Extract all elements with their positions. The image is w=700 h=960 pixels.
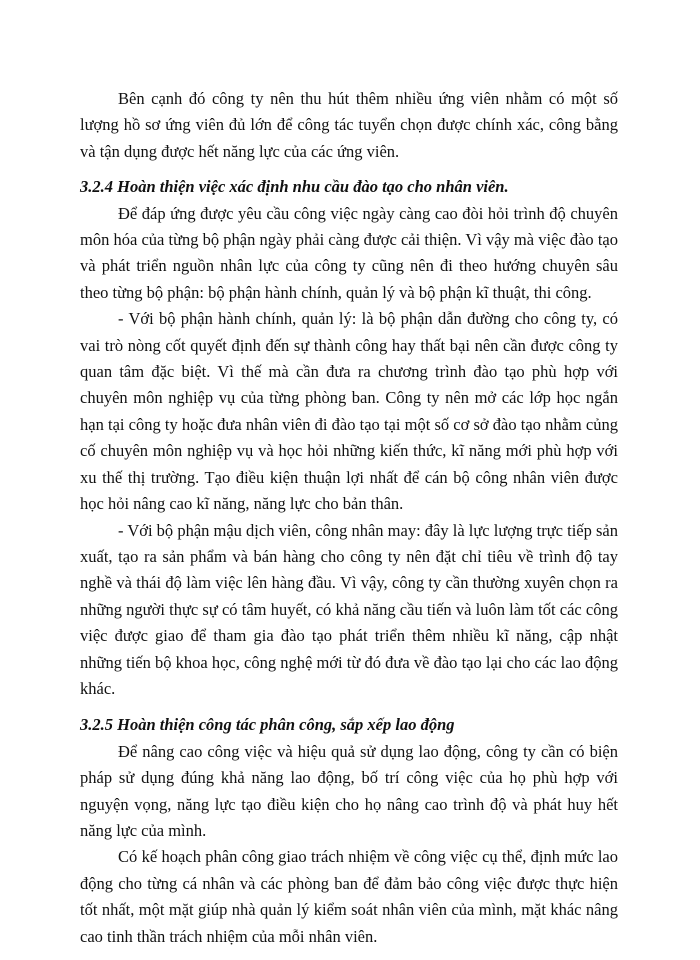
document-page xyxy=(80,86,618,950)
paragraph: Để đáp ứng được yêu cầu công việc ngày càng cao đòi hỏi trình độ chuyên môn hóa của từng bộ phận ngày phải càng được cải thiện. Vì vậy mà việc đào tạo và phát triển nguồn nhân lực của công ty cũng nên đi theo hướng chuyên sâu theo từng bộ phận: bộ phận hành chính, quản lý và bộ phận kĩ thuật, thi công. xyxy=(80,203,618,302)
paragraph: - Với bộ phận mậu dịch viên, công nhân may: đây là lực lượng trực tiếp sản xuất, tạo ra sản phẩm và bán hàng cho công ty nên đặt chỉ tiêu về trình độ tay nghề và thái độ làm việc lên hàng đầu. Vì vậy, công ty cần thường xuyên chọn ra những người thực sự có tâm huyết, có khả năng cầu tiến và luôn làm tốt các công việc được giao để tham gia đào tạo phát triển thêm nhiều kĩ năng, cập nhật những tiến bộ khoa học, công nghệ mới từ đó đưa về đào tạo lại cho các lao động khác. xyxy=(80,520,618,698)
section-heading-3-2-5: 3.2.5 Hoàn thiện công tác phân công, sắp xếp lao động xyxy=(80,715,455,735)
paragraph: Để nâng cao công việc và hiệu quả sử dụng lao động, công ty cần có biện pháp sử dụng đúng khả năng lao động, bố trí công việc của họ phù hợp với nguyện vọng, năng lực tạo điều kiện cho họ nâng cao trình độ và phát huy hết năng lực của mình. xyxy=(80,741,618,840)
paragraph: - Với bộ phận hành chính, quản lý: là bộ phận dẫn đường cho công ty, có vai trò nòng cốt quyết định đến sự thành công hay thất bại nên cần được công ty quan tâm đặc biệt. Vì thế mà cần đưa ra chương trình đào tạo phù hợp với chuyên môn nghiệp vụ của từng phòng ban. Công ty nên mở các lớp học ngắn hạn tại công ty hoặc đưa nhân viên đi đào tạo tại một số cơ sở đào tạo nhằm củng cố chuyên môn nghiệp vụ và học hỏi những kiến thức, kĩ năng mới phù hợp với xu thế thị trường. Tạo điều kiện thuận lợi nhất để cán bộ công nhân viên được học hỏi nâng cao kĩ năng, năng lực cho bản thân. xyxy=(80,309,618,514)
section-heading-3-2-4: 3.2.4 Hoàn thiện việc xác định nhu cầu đào tạo cho nhân viên. xyxy=(80,177,509,197)
paragraph: Có kế hoạch phân công giao trách nhiệm về công việc cụ thể, định mức lao động cho từng cá nhân và các phòng ban để đảm bảo công việc được thực hiện tốt nhất, một mặt giúp nhà quản lý kiểm soát nhân viên của mình, mặt khác nâng cao tinh thần trách nhiệm của mỗi nhân viên. xyxy=(80,847,618,946)
intro-paragraph: Bên cạnh đó công ty nên thu hút thêm nhiều ứng viên nhằm có một số lượng hồ sơ ứng viên đủ lớn để công tác tuyển chọn được chính xác, công bằng và tận dụng được hết năng lực của các ứng viên. xyxy=(80,89,618,161)
